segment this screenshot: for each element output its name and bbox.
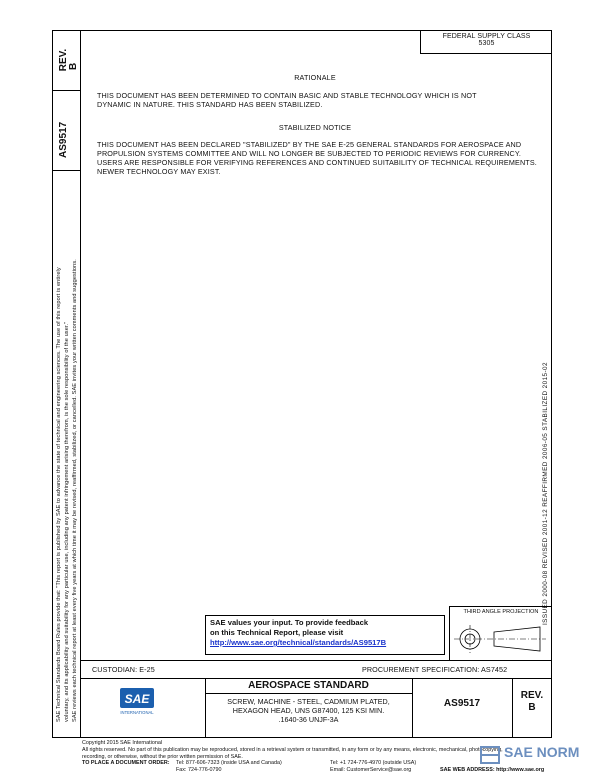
third-angle-projection-symbol xyxy=(450,619,550,659)
rev-value: B xyxy=(528,702,536,713)
watermark-logo-icon xyxy=(478,744,502,766)
order-label: TO PLACE A DOCUMENT ORDER: xyxy=(82,760,170,766)
feedback-line-1: SAE values your input. To provide feedback xyxy=(210,618,369,627)
left-rev-divider xyxy=(52,90,80,91)
description-line-3: .1640-36 UNJF-3A xyxy=(278,715,339,724)
watermark-text: SAE NORM xyxy=(504,744,580,760)
description xyxy=(205,697,412,724)
doc-number: AS9517 xyxy=(443,698,481,709)
fsc-box xyxy=(420,30,552,54)
description-line-2: HEXAGON HEAD, UNS G87400, 125 KSI MIN. xyxy=(232,706,385,715)
left-rev-block xyxy=(58,40,69,80)
projection-box xyxy=(449,606,552,660)
fsc-label: FEDERAL SUPPLY CLASS xyxy=(442,33,531,40)
rationale-heading: RATIONALE xyxy=(294,73,336,82)
copyright: Copyright 2015 SAE International xyxy=(82,740,163,746)
feedback-box xyxy=(205,615,445,655)
disclaimer-line-1: SAE Technical Standards Board Rules provide that: "This report is published by SAE to advance the state of technical and engineering sciences. The use of this report is entirely xyxy=(56,267,62,722)
fax: Fax: 724-776-0790 xyxy=(176,767,222,773)
left-rev-value: B xyxy=(68,62,79,70)
stabilized-text: THIS DOCUMENT HAS BEEN DECLARED "STABILIZED" BY THE SAE E-25 GENERAL STANDARDS FOR AEROSPACE AND PROPULSION SYSTEMS COMMITTEE AND WILL NO LONGER BE SUBJECTED TO PERIODIC REVIEWS FOR CURRENCY. USERS ARE RESPONSIBLE FOR VERIFYING REFERENCES AND CONTINUED SUITABILITY OF TECHNICAL REQUIREMENTS. NEWER TECHNOLOGY MAY EXIST. xyxy=(97,140,537,176)
disclaimer-line-3: SAE reviews each technical report at least every five years at which time it may be revised, reaffirmed, stabilized, or cancelled. SAE invites your written comments and suggestions. xyxy=(72,259,78,722)
feedback-link[interactable]: http://www.sae.org/technical/standards/AS9517B xyxy=(210,638,387,647)
left-rev-label: REV. xyxy=(58,48,69,72)
feedback-line-2: on this Technical Report, please visit xyxy=(210,628,344,637)
custodian-row-bottom xyxy=(80,678,552,679)
rev-label: REV. xyxy=(520,690,544,701)
left-number-divider xyxy=(52,170,80,171)
sae-norm-watermark xyxy=(478,742,598,768)
left-doc-number: AS9517 xyxy=(58,121,69,158)
category: AEROSPACE STANDARD xyxy=(248,680,369,691)
category-divider xyxy=(205,693,412,694)
tel-1: Tel: 877-606-7323 (inside USA and Canada) xyxy=(176,760,282,766)
stabilized-heading: STABILIZED NOTICE xyxy=(278,123,352,132)
tel-2: Tel: +1 724-776-4970 (outside USA) xyxy=(330,760,417,766)
logo-sub: INTERNATIONAL xyxy=(120,710,154,715)
sae-logo xyxy=(118,686,156,716)
title-block-top xyxy=(80,660,552,661)
left-column-divider xyxy=(80,30,81,738)
email: Email: CustomerService@sae.org xyxy=(330,767,412,773)
rights-line-2: recording, or otherwise, without the prior written permission of SAE. xyxy=(82,753,243,760)
rev-block xyxy=(512,690,552,714)
rights-line-1: All rights reserved. No part of this publication may be reproduced, stored in a retrieval system or transmitted, in any form or by any means, electronic, mechanical, photocopying, xyxy=(82,746,503,753)
procurement-spec: PROCUREMENT SPECIFICATION: AS7452 xyxy=(362,665,508,674)
disclaimer-line-2: voluntary, and its applicability and suitability for any particular use, including any patent infringement arising therefrom, is the sole responsibility of the user." xyxy=(64,321,70,722)
issue-history: ISSUED 2000-08 REVISED 2001-12 REAFFIRMED 2006-05 STABILIZED 2015-02 xyxy=(542,362,549,625)
rationale-text: THIS DOCUMENT HAS BEEN DETERMINED TO CONTAIN BASIC AND STABLE TECHNOLOGY WHICH IS NOT DYNAMIC IN NATURE. THIS STANDARD HAS BEEN STABILIZED. xyxy=(97,91,477,109)
custodian: CUSTODIAN: E-25 xyxy=(92,665,155,674)
projection-label: THIRD ANGLE PROJECTION xyxy=(463,609,539,615)
fsc-value: 5305 xyxy=(478,40,495,47)
description-line-1: SCREW, MACHINE - STEEL, CADMIUM PLATED, xyxy=(227,697,390,706)
logo-text: SAE xyxy=(124,692,150,706)
web-address[interactable]: SAE WEB ADDRESS: http://www.sae.org xyxy=(440,767,545,773)
